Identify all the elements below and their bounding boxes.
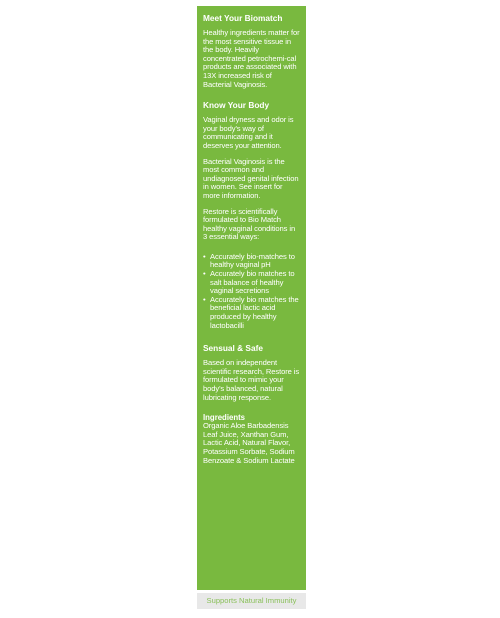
supports-immunity-text: Supports Natural Immunity xyxy=(206,596,297,605)
bacterial-vaginosis-text: Bacterial Vaginosis is the most common and undiagnosed genital infection in women. See insert for more information. xyxy=(203,156,299,200)
bullet-icon: • xyxy=(203,251,206,261)
bullet-text: Accurately bio-matches to healthy vaginal pH xyxy=(210,251,295,270)
know-your-body-heading: Know Your Body xyxy=(203,100,270,111)
vaginal-dryness-text: Vaginal dryness and odor is your body's way of communicating and it deserves your attention. xyxy=(203,115,294,150)
bullet-icon: • xyxy=(203,269,206,279)
sensual-safe-heading: Sensual & Safe xyxy=(203,343,263,354)
meet-biomatch-text: Healthy ingredients matter for the most sensitive tissue in the body. Heavily concentrated petrochemi-cal products are associated with 13X increased risk of Bacterial Vaginosis. xyxy=(203,28,300,89)
bullet-icon: • xyxy=(203,294,206,304)
restore-formulated-text: Restore is scientifically formulated to Bio Match healthy vaginal conditions in 3 essential ways: xyxy=(203,206,296,242)
meet-biomatch-heading: Meet Your Biomatch xyxy=(203,13,283,23)
bullet-text: Accurately bio matches the beneficial lactic acid produced by healthy lactobacilli xyxy=(210,294,299,330)
bullet-item xyxy=(203,296,301,330)
ingredients-text: Organic Aloe Barbadensis Leaf Juice, Xanthan Gum, Lactic Acid, Natural Flavor, Potassium Sorbate, Sodium Benzoate & Sodium Lactate xyxy=(203,421,295,465)
bullet-item xyxy=(203,253,301,270)
bullet-item xyxy=(203,270,301,296)
supports-immunity-strip xyxy=(197,593,306,609)
product-info-panel xyxy=(197,6,306,590)
biomatch-bullet-list xyxy=(203,253,301,330)
sensual-safe-text: Based on independent scientific research, Restore is formulated to mimic your body's balanced, natural lubricating response. xyxy=(203,358,300,402)
ingredients-heading: Ingredients xyxy=(203,413,246,423)
bullet-text: Accurately bio matches to salt balance of healthy vaginal secretions xyxy=(210,269,295,296)
